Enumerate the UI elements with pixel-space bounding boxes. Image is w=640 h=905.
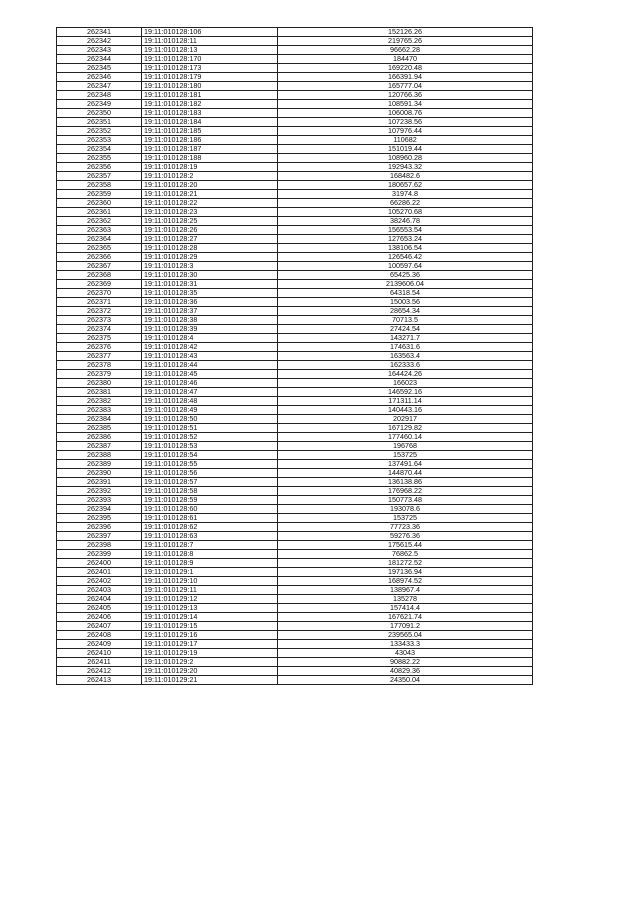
table-row [57,352,533,361]
table-row [57,613,533,622]
value-cell: 100597.64 [278,262,533,271]
value-cell: 138106.54 [278,244,533,253]
cadastral-number-cell: 19:11:010128:39 [142,325,278,334]
row-number-cell: 262357 [57,172,142,181]
cadastral-number-cell: 19:11:010129:11 [142,586,278,595]
value-cell: 76862.5 [278,550,533,559]
table-row [57,109,533,118]
value-cell: 138967.4 [278,586,533,595]
value-cell: 168974.52 [278,577,533,586]
value-cell: 64318.54 [278,289,533,298]
row-number-cell: 262396 [57,523,142,532]
row-number-cell: 262356 [57,163,142,172]
cadastral-number-cell: 19:11:010129:1 [142,568,278,577]
cadastral-number-cell: 19:11:010128:53 [142,442,278,451]
row-number-cell: 262403 [57,586,142,595]
cadastral-number-cell: 19:11:010128:11 [142,37,278,46]
cadastral-number-cell: 19:11:010128:52 [142,433,278,442]
table-row [57,280,533,289]
cadastral-number-cell: 19:11:010128:185 [142,127,278,136]
table-row [57,253,533,262]
cadastral-number-cell: 19:11:010128:43 [142,352,278,361]
value-cell: 150773.48 [278,496,533,505]
table-row [57,325,533,334]
value-cell: 153725 [278,514,533,523]
value-cell: 177091.2 [278,622,533,631]
value-cell: 105270.68 [278,208,533,217]
cadastral-number-cell: 19:11:010128:3 [142,262,278,271]
value-cell: 15003.56 [278,298,533,307]
table-row [57,460,533,469]
value-cell: 135278 [278,595,533,604]
cadastral-number-cell: 19:11:010128:37 [142,307,278,316]
table-row [57,298,533,307]
cadastral-number-cell: 19:11:010128:29 [142,253,278,262]
value-cell: 202917 [278,415,533,424]
table-row [57,514,533,523]
cadastral-number-cell: 19:11:010128:180 [142,82,278,91]
row-number-cell: 262370 [57,289,142,298]
row-number-cell: 262354 [57,145,142,154]
row-number-cell: 262382 [57,397,142,406]
value-cell: 120766.36 [278,91,533,100]
table-row [57,640,533,649]
table-row [57,631,533,640]
value-cell: 167621.74 [278,613,533,622]
row-number-cell: 262358 [57,181,142,190]
table-row [57,568,533,577]
cadastral-number-cell: 19:11:010128:13 [142,46,278,55]
table-row [57,262,533,271]
value-cell: 166391.94 [278,73,533,82]
table-row [57,433,533,442]
table-row [57,469,533,478]
value-cell: 136138.86 [278,478,533,487]
cadastral-number-cell: 19:11:010128:49 [142,406,278,415]
value-cell: 184470 [278,55,533,64]
table-row [57,451,533,460]
value-cell: 171311.14 [278,397,533,406]
table-row [57,577,533,586]
cadastral-number-cell: 19:11:010128:54 [142,451,278,460]
cadastral-number-cell: 19:11:010129:20 [142,667,278,676]
row-number-cell: 262383 [57,406,142,415]
table-row [57,604,533,613]
cadastral-number-cell: 19:11:010128:62 [142,523,278,532]
cadastral-number-cell: 19:11:010128:36 [142,298,278,307]
table-row [57,208,533,217]
table-row [57,523,533,532]
value-cell: 66286.22 [278,199,533,208]
cadastral-number-cell: 19:11:010128:44 [142,361,278,370]
cadastral-number-cell: 19:11:010128:181 [142,91,278,100]
row-number-cell: 262374 [57,325,142,334]
row-number-cell: 262411 [57,658,142,667]
cadastral-number-cell: 19:11:010128:8 [142,550,278,559]
row-number-cell: 262410 [57,649,142,658]
row-number-cell: 262367 [57,262,142,271]
value-cell: 151019.44 [278,145,533,154]
cadastral-number-cell: 19:11:010129:16 [142,631,278,640]
table-row [57,406,533,415]
value-cell: 28654.34 [278,307,533,316]
value-cell: 169220.48 [278,64,533,73]
cadastral-number-cell: 19:11:010129:19 [142,649,278,658]
value-cell: 140443.16 [278,406,533,415]
cadastral-number-cell: 19:11:010128:19 [142,163,278,172]
cadastral-number-cell: 19:11:010128:63 [142,532,278,541]
table-row [57,46,533,55]
value-cell: 180657.62 [278,181,533,190]
value-cell: 174631.6 [278,343,533,352]
cadastral-number-cell: 19:11:010128:106 [142,28,278,37]
cadastral-number-cell: 19:11:010128:47 [142,388,278,397]
cadastral-number-cell: 19:11:010128:35 [142,289,278,298]
table-row [57,541,533,550]
cadastral-number-cell: 19:11:010129:2 [142,658,278,667]
row-number-cell: 262362 [57,217,142,226]
value-cell: 197136.94 [278,568,533,577]
row-number-cell: 262373 [57,316,142,325]
cadastral-number-cell: 19:11:010128:60 [142,505,278,514]
value-cell: 27424.54 [278,325,533,334]
row-number-cell: 262393 [57,496,142,505]
row-number-cell: 262379 [57,370,142,379]
cadastral-number-cell: 19:11:010128:25 [142,217,278,226]
row-number-cell: 262351 [57,118,142,127]
row-number-cell: 262401 [57,568,142,577]
cadastral-number-cell: 19:11:010129:15 [142,622,278,631]
value-cell: 192943.32 [278,163,533,172]
cadastral-number-cell: 19:11:010129:21 [142,676,278,685]
table-row [57,442,533,451]
value-cell: 163563.4 [278,352,533,361]
value-cell: 70713.5 [278,316,533,325]
cadastral-number-cell: 19:11:010128:42 [142,343,278,352]
value-cell: 2139606.04 [278,280,533,289]
value-cell: 96662.28 [278,46,533,55]
cadastral-number-cell: 19:11:010128:58 [142,487,278,496]
row-number-cell: 262399 [57,550,142,559]
row-number-cell: 262381 [57,388,142,397]
table-row [57,397,533,406]
cadastral-number-cell: 19:11:010128:187 [142,145,278,154]
row-number-cell: 262368 [57,271,142,280]
cadastral-number-cell: 19:11:010128:21 [142,190,278,199]
value-cell: 175615.44 [278,541,533,550]
row-number-cell: 262398 [57,541,142,550]
row-number-cell: 262406 [57,613,142,622]
value-cell: 108960.28 [278,154,533,163]
table-row [57,181,533,190]
table-row [57,244,533,253]
cadastral-number-cell: 19:11:010128:22 [142,199,278,208]
row-number-cell: 262372 [57,307,142,316]
cadastral-number-cell: 19:11:010128:50 [142,415,278,424]
value-cell: 107238.56 [278,118,533,127]
row-number-cell: 262365 [57,244,142,253]
table-row [57,379,533,388]
value-cell: 164424.26 [278,370,533,379]
value-cell: 181272.52 [278,559,533,568]
table-row [57,550,533,559]
row-number-cell: 262342 [57,37,142,46]
row-number-cell: 262355 [57,154,142,163]
table-row [57,388,533,397]
row-number-cell: 262377 [57,352,142,361]
row-number-cell: 262389 [57,460,142,469]
cadastral-number-cell: 19:11:010128:179 [142,73,278,82]
table-row [57,37,533,46]
value-cell: 127653.24 [278,235,533,244]
row-number-cell: 262366 [57,253,142,262]
row-number-cell: 262402 [57,577,142,586]
row-number-cell: 262392 [57,487,142,496]
row-number-cell: 262361 [57,208,142,217]
table-row [57,676,533,685]
table-row [57,667,533,676]
value-cell: 38246.78 [278,217,533,226]
value-cell: 110682 [278,136,533,145]
table-row [57,505,533,514]
table-row [57,199,533,208]
value-cell: 77723.36 [278,523,533,532]
cadastral-number-cell: 19:11:010128:170 [142,55,278,64]
table-row [57,658,533,667]
cadastral-number-cell: 19:11:010128:20 [142,181,278,190]
row-number-cell: 262386 [57,433,142,442]
row-number-cell: 262360 [57,199,142,208]
table-row [57,415,533,424]
row-number-cell: 262344 [57,55,142,64]
cadastral-number-cell: 19:11:010129:13 [142,604,278,613]
value-cell: 137491.64 [278,460,533,469]
table-row [57,649,533,658]
cadastral-number-cell: 19:11:010128:186 [142,136,278,145]
value-cell: 193078.6 [278,505,533,514]
cadastral-number-cell: 19:11:010128:48 [142,397,278,406]
cadastral-number-cell: 19:11:010128:9 [142,559,278,568]
table-row [57,91,533,100]
value-cell: 177460.14 [278,433,533,442]
table-row [57,73,533,82]
row-number-cell: 262369 [57,280,142,289]
table-row [57,316,533,325]
cadastral-number-cell: 19:11:010128:26 [142,226,278,235]
row-number-cell: 262408 [57,631,142,640]
table-row [57,424,533,433]
table-row [57,163,533,172]
row-number-cell: 262394 [57,505,142,514]
row-number-cell: 262371 [57,298,142,307]
table-row [57,55,533,64]
value-cell: 24350.04 [278,676,533,685]
table-row [57,487,533,496]
row-number-cell: 262353 [57,136,142,145]
cadastral-number-cell: 19:11:010128:56 [142,469,278,478]
value-cell: 108591.34 [278,100,533,109]
table-row [57,622,533,631]
row-number-cell: 262387 [57,442,142,451]
row-number-cell: 262400 [57,559,142,568]
value-cell: 157414.4 [278,604,533,613]
value-cell: 166023 [278,379,533,388]
table-row [57,235,533,244]
value-cell: 156553.54 [278,226,533,235]
row-number-cell: 262345 [57,64,142,73]
cadastral-number-cell: 19:11:010128:27 [142,235,278,244]
table-body [57,28,533,685]
value-cell: 176968.22 [278,487,533,496]
cadastral-number-cell: 19:11:010128:173 [142,64,278,73]
row-number-cell: 262352 [57,127,142,136]
row-number-cell: 262384 [57,415,142,424]
row-number-cell: 262380 [57,379,142,388]
value-cell: 152126.26 [278,28,533,37]
value-cell: 239565.04 [278,631,533,640]
cadastral-number-cell: 19:11:010128:28 [142,244,278,253]
table-row [57,343,533,352]
row-number-cell: 262395 [57,514,142,523]
table-row [57,586,533,595]
value-cell: 106008.76 [278,109,533,118]
cadastral-number-cell: 19:11:010128:188 [142,154,278,163]
row-number-cell: 262388 [57,451,142,460]
row-number-cell: 262347 [57,82,142,91]
row-number-cell: 262375 [57,334,142,343]
cadastral-number-cell: 19:11:010128:61 [142,514,278,523]
row-number-cell: 262405 [57,604,142,613]
cadastral-number-cell: 19:11:010128:182 [142,100,278,109]
table-row [57,28,533,37]
cadastral-number-cell: 19:11:010128:2 [142,172,278,181]
cadastral-number-cell: 19:11:010129:17 [142,640,278,649]
table-row [57,100,533,109]
table-row [57,82,533,91]
cadastral-number-cell: 19:11:010128:51 [142,424,278,433]
cadastral-number-cell: 19:11:010128:38 [142,316,278,325]
row-number-cell: 262348 [57,91,142,100]
value-cell: 168482.6 [278,172,533,181]
row-number-cell: 262378 [57,361,142,370]
value-cell: 107976.44 [278,127,533,136]
parcel-value-table [56,27,533,685]
table-row [57,478,533,487]
cadastral-number-cell: 19:11:010128:31 [142,280,278,289]
row-number-cell: 262413 [57,676,142,685]
row-number-cell: 262390 [57,469,142,478]
value-cell: 59276.36 [278,532,533,541]
cadastral-number-cell: 19:11:010128:23 [142,208,278,217]
value-cell: 167129.82 [278,424,533,433]
value-cell: 90882.22 [278,658,533,667]
cadastral-number-cell: 19:11:010128:59 [142,496,278,505]
row-number-cell: 262341 [57,28,142,37]
row-number-cell: 262346 [57,73,142,82]
value-cell: 65425.36 [278,271,533,280]
table-row [57,118,533,127]
table-row [57,334,533,343]
cadastral-number-cell: 19:11:010128:7 [142,541,278,550]
value-cell: 143271.7 [278,334,533,343]
cadastral-number-cell: 19:11:010128:4 [142,334,278,343]
cadastral-number-cell: 19:11:010128:184 [142,118,278,127]
row-number-cell: 262391 [57,478,142,487]
table-row [57,127,533,136]
value-cell: 146592.16 [278,388,533,397]
row-number-cell: 262376 [57,343,142,352]
row-number-cell: 262407 [57,622,142,631]
table-row [57,532,533,541]
table-row [57,361,533,370]
table-row [57,226,533,235]
cadastral-number-cell: 19:11:010128:45 [142,370,278,379]
table-row [57,217,533,226]
row-number-cell: 262397 [57,532,142,541]
value-cell: 31974.8 [278,190,533,199]
row-number-cell: 262385 [57,424,142,433]
value-cell: 133433.3 [278,640,533,649]
row-number-cell: 262412 [57,667,142,676]
table-row [57,271,533,280]
table-row [57,595,533,604]
table-row [57,145,533,154]
table-row [57,64,533,73]
table-row [57,370,533,379]
cadastral-number-cell: 19:11:010128:30 [142,271,278,280]
value-cell: 162333.6 [278,361,533,370]
value-cell: 165777.04 [278,82,533,91]
value-cell: 43043 [278,649,533,658]
cadastral-number-cell: 19:11:010128:55 [142,460,278,469]
cadastral-number-cell: 19:11:010129:14 [142,613,278,622]
table-row [57,496,533,505]
table-row [57,289,533,298]
cadastral-number-cell: 19:11:010128:183 [142,109,278,118]
row-number-cell: 262343 [57,46,142,55]
row-number-cell: 262404 [57,595,142,604]
value-cell: 153725 [278,451,533,460]
table-row [57,307,533,316]
row-number-cell: 262364 [57,235,142,244]
row-number-cell: 262363 [57,226,142,235]
row-number-cell: 262350 [57,109,142,118]
table-row [57,154,533,163]
value-cell: 40829.36 [278,667,533,676]
value-cell: 144870.44 [278,469,533,478]
value-cell: 126546.42 [278,253,533,262]
cadastral-number-cell: 19:11:010128:57 [142,478,278,487]
cadastral-number-cell: 19:11:010129:12 [142,595,278,604]
cadastral-number-cell: 19:11:010129:10 [142,577,278,586]
table-row [57,190,533,199]
cadastral-number-cell: 19:11:010128:46 [142,379,278,388]
table-row [57,559,533,568]
value-cell: 196768 [278,442,533,451]
value-cell: 219765.26 [278,37,533,46]
table-row [57,172,533,181]
row-number-cell: 262409 [57,640,142,649]
table-row [57,136,533,145]
row-number-cell: 262349 [57,100,142,109]
row-number-cell: 262359 [57,190,142,199]
